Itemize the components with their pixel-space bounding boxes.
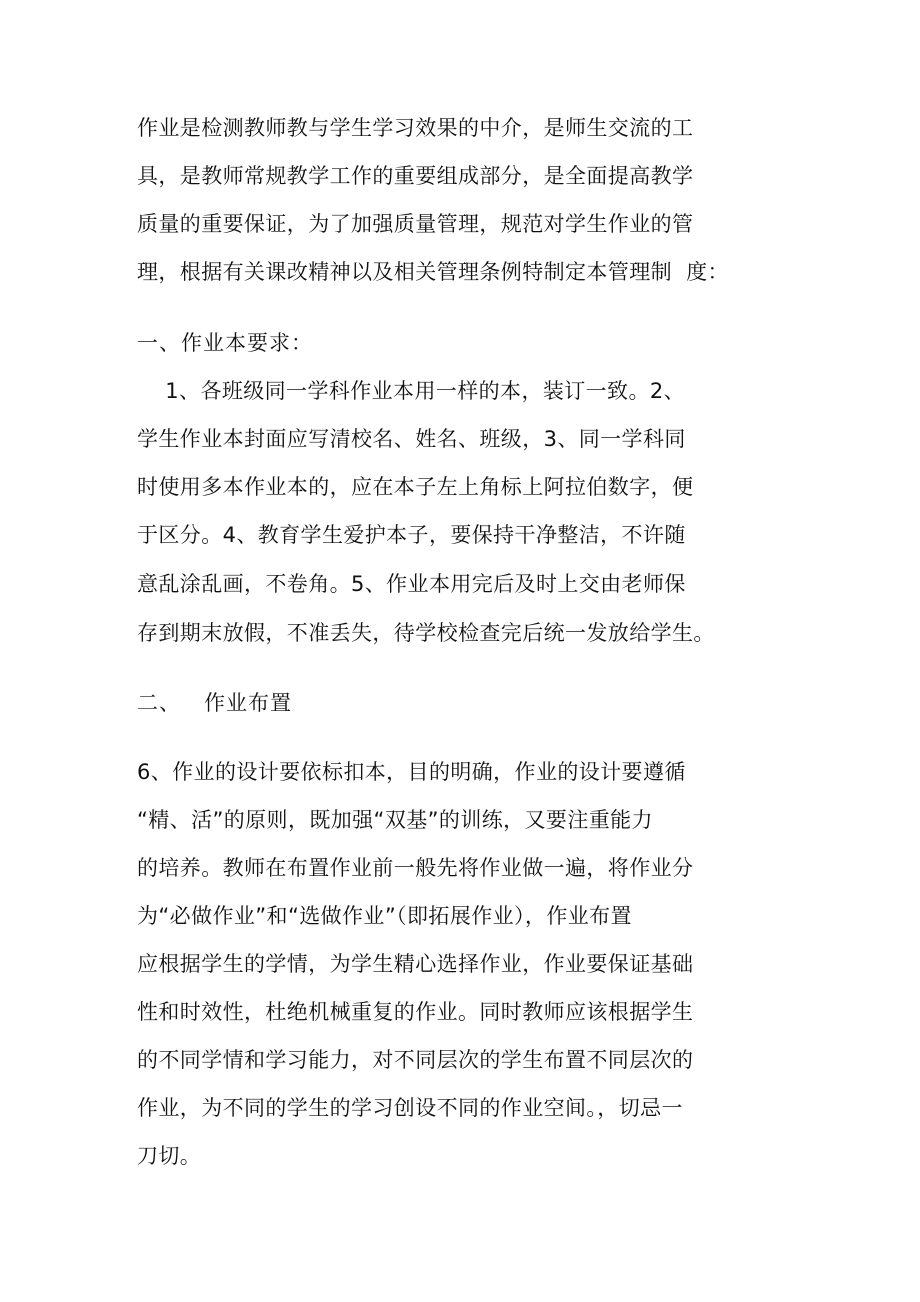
intro-line: 具，是教师常规教学工作的重要组成部分，是全面提高教学 xyxy=(137,164,694,188)
section2-line: 性和时效性，杜绝机械重复的作业。同时教师应该根据学生 xyxy=(137,1000,694,1024)
section1-line: 学生作业本封面应写清校名、姓名、班级，3、同一学科同 xyxy=(137,427,686,451)
intro-line: 理，根据有关课改精神以及相关管理条例特制定本管理制 度： xyxy=(137,260,729,284)
section2-line: “精、活”的原则，既加强“双基”的训练，又要注重能力 xyxy=(137,808,653,832)
section1-line: 意乱涂乱画，不卷角。5、作业本用完后及时上交由老师保 xyxy=(137,572,686,596)
section2-line: 刀切。 xyxy=(137,1144,202,1168)
section1-heading: 一、作业本要求： xyxy=(137,331,313,355)
intro-line: 作业是检测教师教与学生学习效果的中介，是师生交流的工 xyxy=(137,116,694,140)
section2-line: 的不同学情和学习能力，对不同层次的学生布置不同层次的 xyxy=(137,1048,694,1072)
section2-heading: 二、 作业布置 xyxy=(137,691,293,715)
section1-line: 时使用多本作业本的，应在本子左上角标上阿拉伯数字，便 xyxy=(137,475,694,499)
section2-line: 作业，为不同的学生的学习创设不同的作业空间。，切忌一 xyxy=(137,1096,683,1120)
section1-line: 1、各班级同一学科作业本用一样的本，装订一致。2、 xyxy=(137,379,686,403)
section2-line: 应根据学生的学情，为学生精心选择作业，作业要保证基础 xyxy=(137,952,694,976)
section2-line: 6、作业的设计要依标扣本，目的明确，作业的设计要遵循 xyxy=(137,760,686,784)
section1-line: 于区分。4、教育学生爱护本子，要保持干净整洁，不许随 xyxy=(137,523,686,547)
section1-line: 存到期末放假，不准丢失，待学校检查完后统一发放给学生。 xyxy=(137,621,715,645)
intro-line: 质量的重要保证，为了加强质量管理，规范对学生作业的管 xyxy=(137,212,694,236)
section2-line: 的培养。教师在布置作业前一般先将作业做一遍，将作业分 xyxy=(137,856,694,880)
section2-line: 为“必做作业”和“选做作业”（即拓展作业），作业布置 xyxy=(137,904,632,928)
